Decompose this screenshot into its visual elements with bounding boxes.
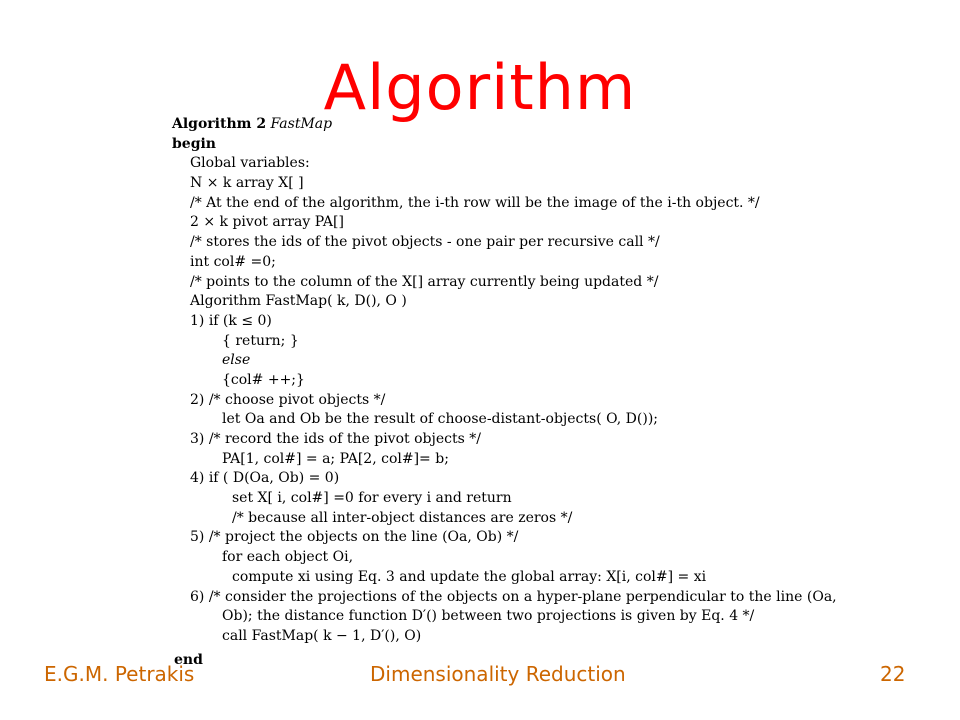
algorithm-header-name: FastMap [270, 116, 333, 132]
algorithm-line: else [222, 352, 251, 369]
algorithm-line: let Oa and Ob be the result of choose-distant-objects( O, D()); [222, 411, 658, 428]
slide-title: Algorithm [323, 51, 637, 124]
algorithm-line: PA[1, col#] = a; PA[2, col#]= b; [222, 450, 449, 467]
algorithm-line: {col# ++;} [222, 371, 305, 388]
algorithm-begin: begin [172, 135, 216, 152]
footer-author: E.G.M. Petrakis [44, 662, 195, 686]
footer-topic: Dimensionality Reduction [370, 662, 626, 686]
algorithm-line: int col# =0; [190, 253, 276, 270]
algorithm-line: 5) /* project the objects on the line (Oa, Ob) */ [190, 529, 519, 546]
algorithm-line: compute xi using Eq. 3 and update the global array: X[i, col#] = xi [232, 568, 707, 585]
algorithm-listing [172, 115, 872, 647]
algorithm-line: 1) if (k ≤ 0) [190, 312, 272, 329]
algorithm-line: for each object Oi, [222, 549, 354, 566]
algorithm-line: 3) /* record the ids of the pivot objects */ [190, 431, 481, 447]
algorithm-line: { return; } [222, 332, 299, 349]
algorithm-line: Algorithm FastMap( k, D(), O ) [190, 293, 407, 310]
algorithm-line: call FastMap( k − 1, D′(), O) [222, 627, 422, 644]
algorithm-line: 4) if ( D(Oa, Ob) = 0) [190, 470, 340, 487]
algorithm-header [172, 115, 872, 135]
algorithm-line: /* points to the column of the X[] array currently being updated */ [190, 273, 659, 290]
algorithm-line: 6) /* consider the projections of the objects on a hyper-plane perpendicular to the line (Oa, [190, 588, 837, 605]
algorithm-end: end [174, 652, 203, 668]
algorithm-line: set X[ i, col#] =0 for every i and return [232, 490, 512, 507]
algorithm-line: /* stores the ids of the pivot objects - one pair per recursive call */ [190, 234, 660, 251]
algorithm-line: 2 × k pivot array PA[] [190, 214, 344, 231]
algorithm-line: 2) /* choose pivot objects */ [190, 391, 386, 408]
algorithm-line: Global variables: [190, 155, 310, 172]
algorithm-line: /* because all inter-object distances are zeros */ [232, 509, 573, 526]
footer-page-number: 22 [880, 662, 906, 686]
algorithm-line: /* At the end of the algorithm, the i-th row will be the image of the i-th object. */ [190, 194, 760, 211]
algorithm-line: N × k array X[ ] [190, 175, 304, 192]
algorithm-header-prefix: Algorithm 2 [172, 116, 267, 132]
algorithm-line: Ob); the distance function D′() between two projections is given by Eq. 4 */ [222, 608, 755, 625]
